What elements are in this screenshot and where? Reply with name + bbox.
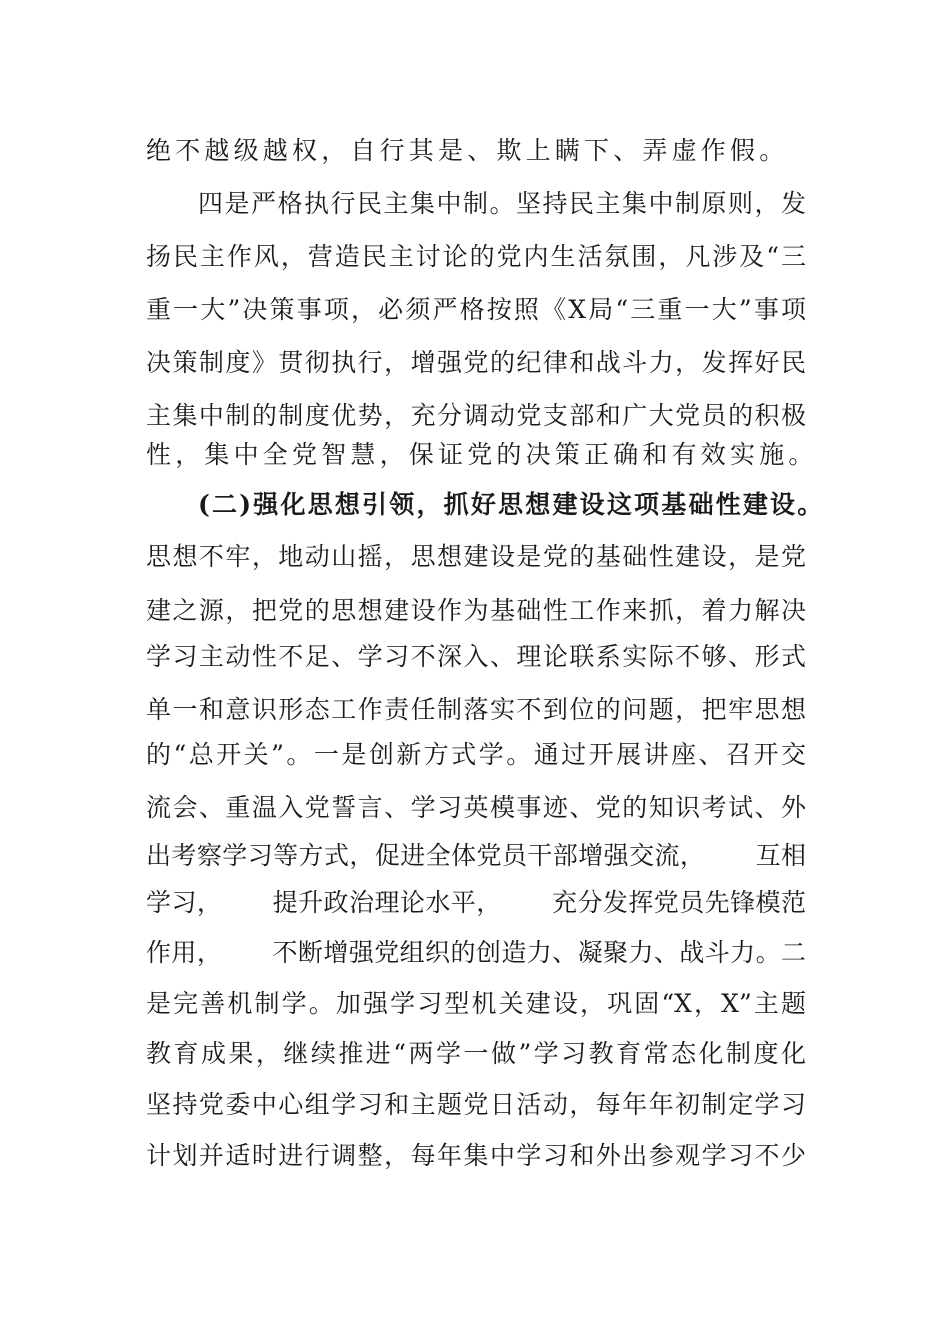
text-line: 单一和意识形态工作责任制落实不到位的问题，把牢思想 xyxy=(146,695,806,724)
text-line: 的“总开关”。一是创新方式学。通过开展讲座、召开交 xyxy=(146,740,806,769)
text-line: 出考察学习等方式，促进全体党员干部增强交流， 互相 xyxy=(146,841,806,870)
text-line: 主集中制的制度优势，充分调动党支部和广大党员的积极 xyxy=(146,401,806,430)
text-line: 扬民主作风，营造民主讨论的党内生活氛围，凡涉及“三 xyxy=(146,242,806,271)
text-line: 坚持党委中心组学习和主题党日活动，每年年初制定学习 xyxy=(146,1090,806,1119)
text-line: 绝不越级越权，自行其是、欺上瞒下、弄虚作假。 xyxy=(146,136,789,165)
text-line: 建之源，把党的思想建设作为基础性工作来抓，着力解决 xyxy=(146,596,806,625)
text-line: 学习， 提升政治理论水平， 充分发挥党员先锋模范 xyxy=(146,888,806,917)
text-line: 性，集中全党智慧，保证党的决策正确和有效实施。 xyxy=(146,440,818,469)
text-line: 是完善机制学。加强学习型机关建设，巩固“X，X”主题 xyxy=(146,989,806,1018)
text-line: 学习主动性不足、学习不深入、理论联系实际不够、形式 xyxy=(146,642,806,671)
text-line: 流会、重温入党誓言、学习英模事迹、党的知识考试、外 xyxy=(146,793,806,822)
paragraph-start-line: 四是严格执行民主集中制。坚持民主集中制原则，发 xyxy=(198,189,806,218)
text-line: 计划并适时进行调整，每年集中学习和外出参观学习不少 xyxy=(146,1141,806,1170)
section-heading: (二)强化思想引领，抓好思想建设这项基础性建设。 xyxy=(198,490,825,519)
text-line: 作用， 不断增强党组织的创造力、凝聚力、战斗力。二 xyxy=(146,938,806,967)
text-line: 思想不牢，地动山摇，思想建设是党的基础性建设，是党 xyxy=(146,542,806,571)
text-line: 决策制度》贯彻执行，增强党的纪律和战斗力，发挥好民 xyxy=(146,348,806,377)
text-line: 教育成果，继续推进“两学一做”学习教育常态化制度化 xyxy=(146,1039,806,1068)
text-line: 重一大”决策事项，必须严格按照《X局“三重一大”事项 xyxy=(146,295,806,324)
